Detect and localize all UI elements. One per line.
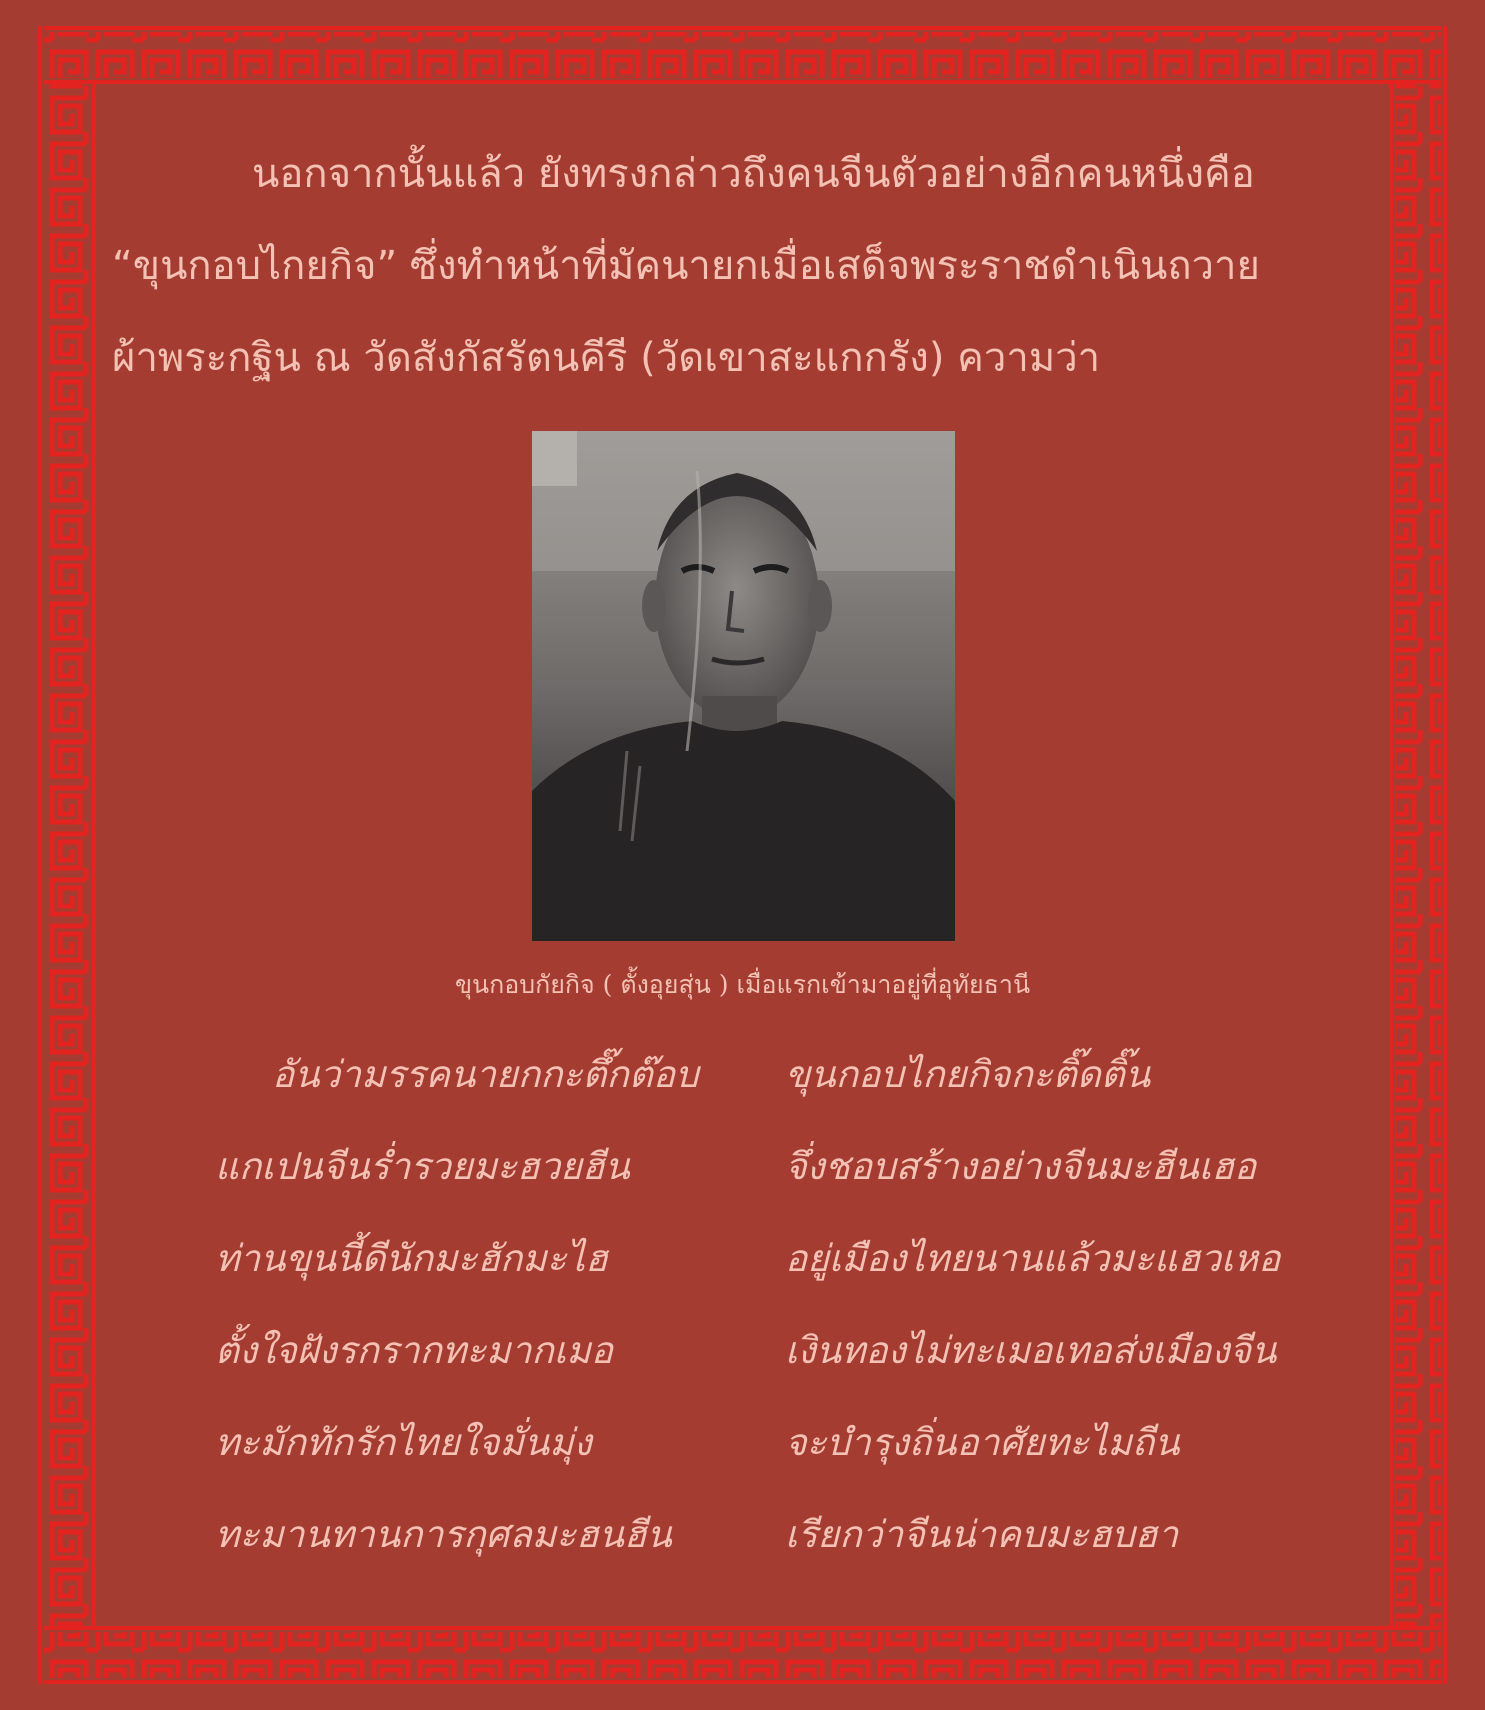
poem-line-left: ตั้งใจฝังรกรากทะมากเมอ — [215, 1329, 614, 1372]
poem-line-right: จะบำรุงถิ่นอาศัยทะไมถีน — [785, 1421, 1180, 1464]
poem-line-left: ท่านขุนนี้ดีนักมะฮักมะไฮ — [215, 1237, 608, 1280]
photo-caption: ขุนกอบกัยกิจ ( ตั้งอุยสุ่น ) เมื่อแรกเข้ามาอยู่ที่อุทัยธานี — [454, 970, 1031, 999]
poem-line-left: ทะมานทานการกุศลมะฮนฮีน — [215, 1513, 672, 1556]
poem-line-right: ขุนกอบไกยกิจกะติ๊ดติ๊น — [785, 1053, 1151, 1096]
poem-stanza-row — [0, 1321, 1485, 1413]
poem-stanza-row — [0, 1137, 1485, 1229]
poem-line-right: เงินทองไม่ทะเมอเทอส่งเมืองจีน — [785, 1329, 1277, 1372]
poem-stanza-row — [0, 1229, 1485, 1321]
poem-line-left: ทะมักทักรักไทยใจมั่นมุ่ง — [215, 1421, 592, 1464]
intro-line-3: ผ้าพระกฐิน ณ วัดสังกัสรัตนคีรี (วัดเขาสะแกกรัง) ความว่า — [112, 335, 1101, 381]
intro-line-2: “ขุนกอบไกยกิจ” ซึ่งทำหน้าที่มัคนายกเมื่อเสด็จพระราชดำเนินถวาย — [112, 243, 1260, 289]
poem — [0, 1045, 1485, 1597]
poem-stanza-row — [0, 1413, 1485, 1505]
poem-stanza-row — [0, 1505, 1485, 1597]
poem-line-left: อันว่ามรรคนายกกะตึ๊กต๊อบ — [272, 1053, 699, 1096]
poem-stanza-row — [0, 1045, 1485, 1137]
portrait-photo — [532, 431, 955, 941]
poem-line-right: เรียกว่าจีนน่าคบมะฮบฮา — [785, 1513, 1179, 1556]
intro-paragraph — [112, 128, 1372, 404]
poem-line-left: แกเปนจีนร่ำรวยมะฮวยฮีน — [215, 1145, 630, 1188]
poem-line-right: จึ่งชอบสร้างอย่างจีนมะฮีนเฮอ — [785, 1145, 1257, 1188]
poem-line-right: อยู่เมืองไทยนานแล้วมะแฮวเหอ — [785, 1237, 1281, 1280]
intro-line-1: นอกจากนั้นแล้ว ยังทรงกล่าวถึงคนจีนตัวอย่างอีกคนหนึ่งคือ — [252, 151, 1255, 197]
